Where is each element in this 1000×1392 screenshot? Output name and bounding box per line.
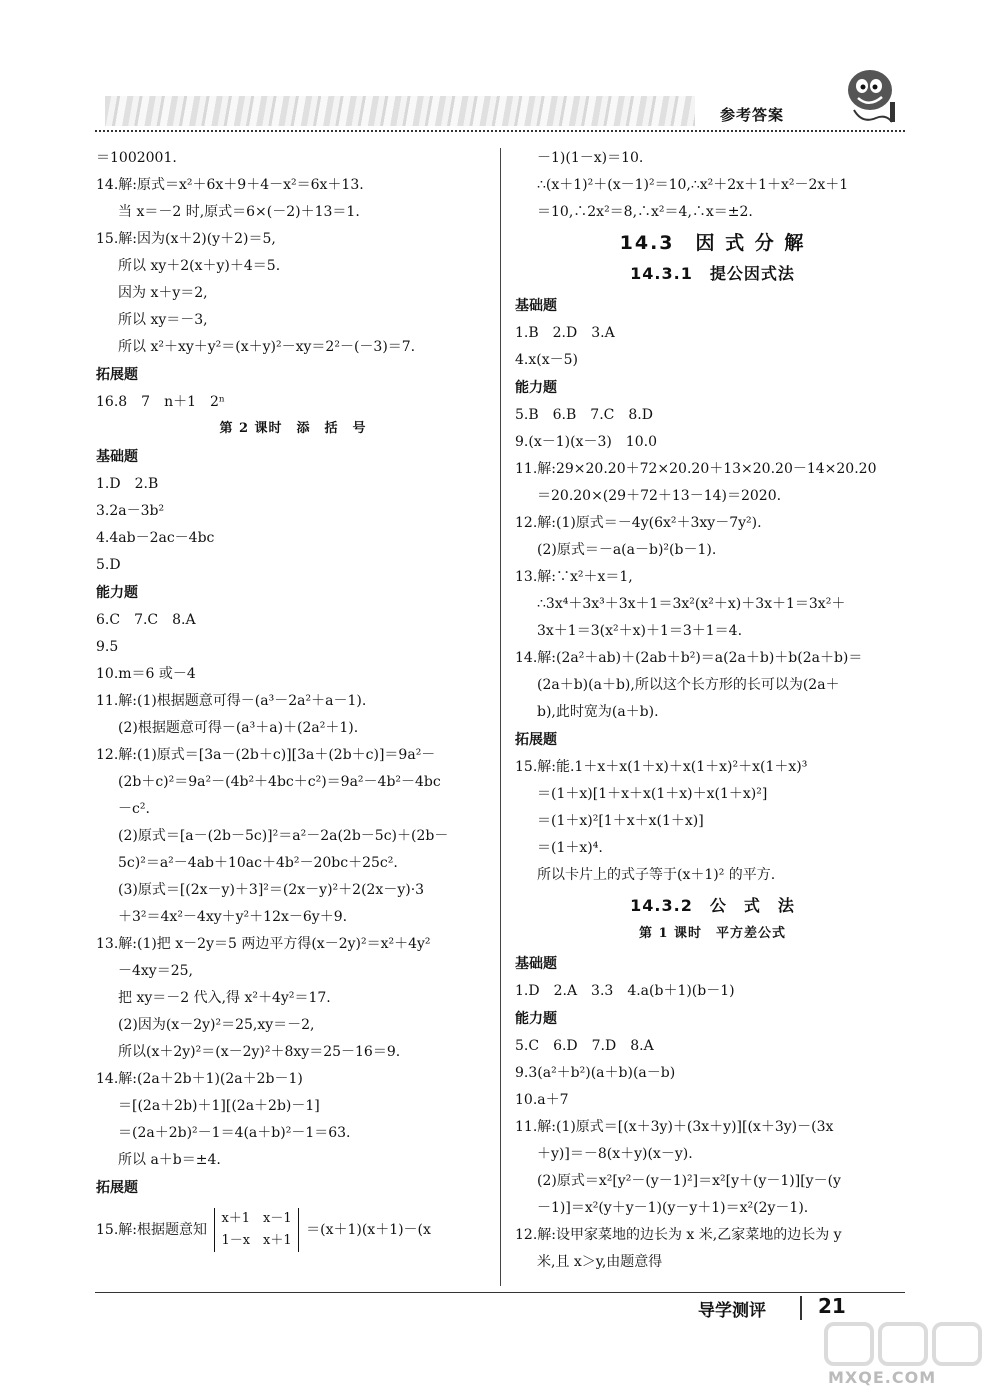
- lesson-title: 第 2 课时 添 括 号: [219, 421, 367, 436]
- text-line: ＝20.20×(29＋72＋13－14)＝2020.: [537, 488, 782, 504]
- header-divider: [95, 130, 905, 132]
- text-line: 所以 a＋b＝±4.: [118, 1152, 221, 1168]
- section-heading: 基础题: [96, 449, 138, 465]
- text-line: ＋y)]＝－8(x＋y)(x－y).: [537, 1146, 693, 1162]
- text-line: ＝(1＋x)²[1＋x＋x(1＋x)]: [537, 813, 704, 829]
- text-line: 所以 xy＋2(x＋y)＋4＝5.: [118, 258, 281, 274]
- text-line: (3)原式＝[(2x－y)＋3]²＝(2x－y)²＋2(2x－y)·3: [118, 882, 425, 898]
- text-line: 5c)²＝a²－4ab＋10ac＋4b²－20bc＋25c².: [118, 855, 398, 871]
- text-line: ＝[(2a＋2b)＋1][(2a＋2b)－1]: [118, 1098, 320, 1114]
- text-line: 12.解:(1)原式＝－4y(6x²＋3xy－7y²).: [515, 515, 762, 531]
- text-line: 14.解:(2a＋2b＋1)(2a＋2b－1): [96, 1071, 303, 1087]
- text-line: 所以 xy＝－3,: [118, 312, 208, 328]
- text-segment: ＝(x＋1)(x＋1)－(x: [306, 1222, 431, 1238]
- text-line: 因为 x＋y＝2,: [118, 285, 208, 301]
- section-heading: 拓展题: [96, 367, 138, 383]
- text-line: －1)]＝x²(y＋y－1)(y－y＋1)＝x²(2y－1).: [537, 1200, 809, 1216]
- text-line: 5.C 6.D 7.D 8.A: [515, 1038, 654, 1054]
- text-line: (2)原式＝－a(a－b)²(b－1).: [537, 542, 717, 558]
- text-line: 米,且 x＞y,由题意得: [537, 1254, 663, 1270]
- section-heading: 拓展题: [515, 732, 557, 748]
- text-line: 把 xy＝－2 代入,得 x²＋4y²＝17.: [118, 990, 331, 1006]
- section-heading: 能力题: [96, 585, 138, 601]
- text-line: ＋3²＝4x²－4xy＋y²＋12x－6y＋9.: [118, 909, 348, 925]
- text-line: 16.8 7 n＋1 2ⁿ: [96, 394, 225, 410]
- text-segment: 15.解:根据题意知: [96, 1222, 207, 1238]
- section-heading: 拓展题: [96, 1180, 138, 1196]
- text-line: 5.B 6.B 7.C 8.D: [515, 407, 653, 423]
- mascot-icon: [842, 62, 902, 132]
- text-line: 13.解:(1)把 x－2y＝5 两边平方得(x－2y)²＝x²＋4y²: [96, 936, 431, 952]
- text-line: ＝10,∴2x²＝8,∴x²＝4,∴x＝±2.: [537, 204, 753, 220]
- section-heading: 能力题: [515, 1011, 557, 1027]
- subsection-title: 14.3.2 公 式 法: [630, 896, 795, 915]
- text-line: (2)原式＝x²[y²－(y－1)²]＝x²[y＋(y－1)][y－(y: [537, 1173, 841, 1189]
- text-line: 6.C 7.C 8.A: [96, 612, 196, 628]
- footer-separator: [800, 1296, 802, 1320]
- watermark-text: MXQE.COM: [828, 1368, 937, 1387]
- text-line: 4.x(x－5): [515, 352, 578, 368]
- section-heading: 能力题: [515, 380, 557, 396]
- text-line: 15.解:因为(x＋2)(y＋2)＝5,: [96, 231, 276, 247]
- text-line: ＝(1＋x)⁴.: [537, 840, 603, 856]
- text-line: －c².: [118, 801, 150, 817]
- page-number: 21: [818, 1294, 846, 1318]
- determinant: [214, 1208, 298, 1252]
- text-line: (2b＋c)²＝9a²－(4b²＋4bc＋c²)＝9a²－4b²－4bc: [118, 774, 441, 790]
- text-line: 所以 x²＋xy＋y²＝(x＋y)²－xy＝2²－(－3)＝7.: [118, 339, 416, 355]
- text-line: 1.D 2.B: [96, 476, 159, 492]
- section-title: 14.3 因 式 分 解: [619, 232, 806, 254]
- text-line: 11.解:(1)根据题意可得－(a³－2a²＋a－1).: [96, 693, 367, 709]
- section-heading: 基础题: [515, 298, 557, 314]
- text-line: 14.解:原式＝x²＋6x＋9＋4－x²＝6x＋13.: [96, 177, 364, 193]
- text-line: 当 x＝－2 时,原式＝6×(－2)＋13＝1.: [118, 204, 360, 220]
- text-line: 9.(x－1)(x－3) 10.0: [515, 434, 657, 450]
- text-line: (2)原式＝[a－(2b－5c)]²＝a²－2a(2b－5c)＋(2b－: [118, 828, 449, 844]
- text-line: 所以卡片上的式子等于(x＋1)² 的平方.: [537, 867, 776, 883]
- text-line: ∴(x＋1)²＋(x－1)²＝10,∴x²＋2x＋1＋x²－2x＋1: [537, 177, 849, 193]
- text-line: －1)(1－x)＝10.: [537, 150, 644, 166]
- text-line: 9.5: [96, 639, 119, 655]
- page-header: [95, 90, 910, 132]
- text-line: 9.3(a²＋b²)(a＋b)(a－b): [515, 1065, 676, 1081]
- text-line: 15.解:能.1＋x＋x(1＋x)＋x(1＋x)²＋x(1＋x)³: [515, 759, 808, 775]
- text-line: 4.4ab－2ac－4bc: [96, 530, 215, 546]
- text-line: ＝(1＋x)[1＋x＋x(1＋x)＋x(1＋x)²]: [537, 786, 768, 802]
- text-line: ∴3x⁴＋3x³＋3x＋1＝3x²(x²＋x)＋3x＋1＝3x²＋: [537, 596, 846, 612]
- text-line: 10.m＝6 或－4: [96, 666, 196, 682]
- text-line: b),此时宽为(a＋b).: [537, 704, 659, 720]
- text-line: 13.解:∵x²＋x＝1,: [515, 569, 633, 585]
- text-line: 1.D 2.A 3.3 4.a(b＋1)(b－1): [515, 983, 735, 999]
- text-line: 3x＋1＝3(x²＋x)＋1＝3＋1＝4.: [537, 623, 743, 639]
- text-line: 10.a＋7: [515, 1092, 569, 1108]
- text-line: (2a＋b)(a＋b),所以这个长方形的长可以为(2a＋: [537, 677, 840, 693]
- text-line: 14.解:(2a²＋ab)＋(2ab＋b²)＝a(2a＋b)＋b(2a＋b)＝: [515, 650, 863, 666]
- text-line: (2)根据题意可得－(a³＋a)＋(2a²＋1).: [118, 720, 359, 736]
- text-line: 11.解:(1)原式＝[(x＋3y)＋(3x＋y)][(x＋3y)－(3x: [515, 1119, 834, 1135]
- footer-brand: 导学测评: [698, 1301, 766, 1321]
- text-line: 所以(x＋2y)²＝(x－2y)²＋8xy＝25－16＝9.: [118, 1044, 401, 1060]
- footer-divider: [95, 1292, 905, 1293]
- determinant-row: 1－x x＋1: [221, 1233, 292, 1248]
- determinant-line: [96, 1208, 431, 1252]
- header-decorative-band: [105, 96, 695, 126]
- text-line: (2)因为(x－2y)²＝25,xy＝－2,: [118, 1017, 315, 1033]
- text-line: 12.解:(1)原式＝[3a－(2b＋c)][3a＋(2b＋c)]＝9a²－: [96, 747, 436, 763]
- text-line: ＝(2a＋2b)²－1＝4(a＋b)²－1＝63.: [118, 1125, 351, 1141]
- text-line: －4xy＝25,: [118, 963, 193, 979]
- column-divider: [500, 148, 501, 1286]
- lesson-title: 第 1 课时 平方差公式: [638, 926, 787, 941]
- section-heading: 基础题: [515, 956, 557, 972]
- text-line: 3.2a－3b²: [96, 503, 165, 519]
- text-line: 1.B 2.D 3.A: [515, 325, 615, 341]
- header-title: 参考答案: [720, 106, 785, 124]
- text-line: ＝1002001.: [96, 150, 177, 166]
- text-line: 5.D: [96, 557, 121, 573]
- text-line: 11.解:29×20.20＋72×20.20＋13×20.20－14×20.20: [515, 461, 877, 477]
- text-line: 12.解:设甲家菜地的边长为 x 米,乙家菜地的边长为 y: [515, 1227, 842, 1243]
- determinant-row: x＋1 x－1: [221, 1211, 292, 1226]
- subsection-title: 14.3.1 提公因式法: [630, 264, 795, 283]
